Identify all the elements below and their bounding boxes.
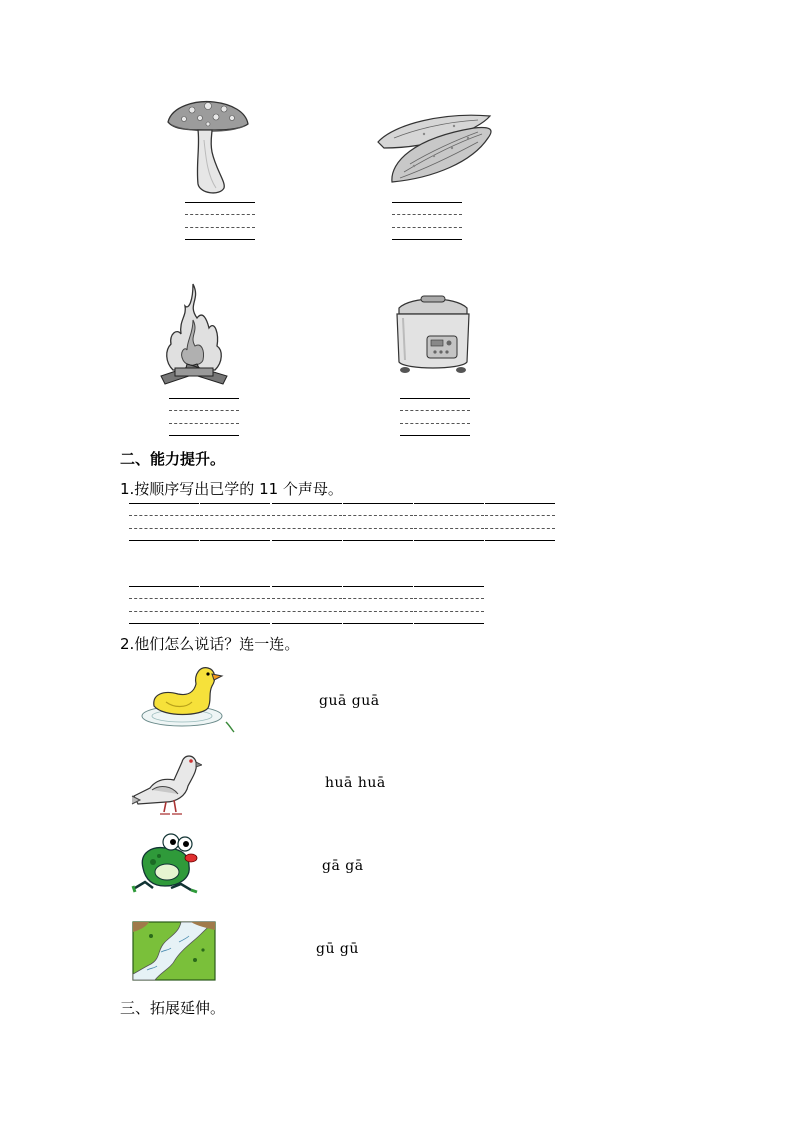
campfire-picture: [157, 280, 231, 390]
stream-picture: [131, 920, 217, 982]
writing-grid-row-1: [129, 503, 557, 541]
sound-label: gū gū: [316, 941, 359, 957]
writing-lines: [169, 398, 239, 436]
writing-cell: [343, 586, 413, 624]
writing-grid-row-2: [129, 586, 485, 624]
section-heading: 三、拓展延伸。: [120, 999, 226, 1017]
writing-cell: [485, 503, 555, 541]
writing-lines: [400, 398, 470, 436]
writing-cell: [343, 503, 413, 541]
sound-label: gā gā: [322, 858, 364, 874]
pigeon-picture: [130, 752, 202, 818]
writing-lines: [392, 202, 462, 240]
question-2: 2.他们怎么说话？连一连。: [120, 635, 300, 653]
question-1: 1.按顺序写出已学的 11 个声母。: [120, 480, 343, 498]
writing-cell: [414, 503, 484, 541]
mushroom-picture: [162, 100, 252, 196]
writing-cell: [414, 586, 484, 624]
section-heading: 二、能力提升。: [120, 450, 226, 468]
writing-cell: [272, 503, 342, 541]
frog-picture: [131, 832, 201, 896]
bitter-melon-picture: [374, 108, 496, 186]
writing-cell: [272, 586, 342, 624]
writing-cell: [200, 503, 270, 541]
writing-cell: [129, 503, 199, 541]
writing-lines: [185, 202, 255, 240]
duck-picture: [138, 664, 238, 734]
writing-cell: [129, 586, 199, 624]
sound-label: huā huā: [325, 775, 386, 791]
writing-cell: [200, 586, 270, 624]
rice-cooker-picture: [391, 292, 475, 376]
sound-label: guā guā: [319, 693, 380, 709]
